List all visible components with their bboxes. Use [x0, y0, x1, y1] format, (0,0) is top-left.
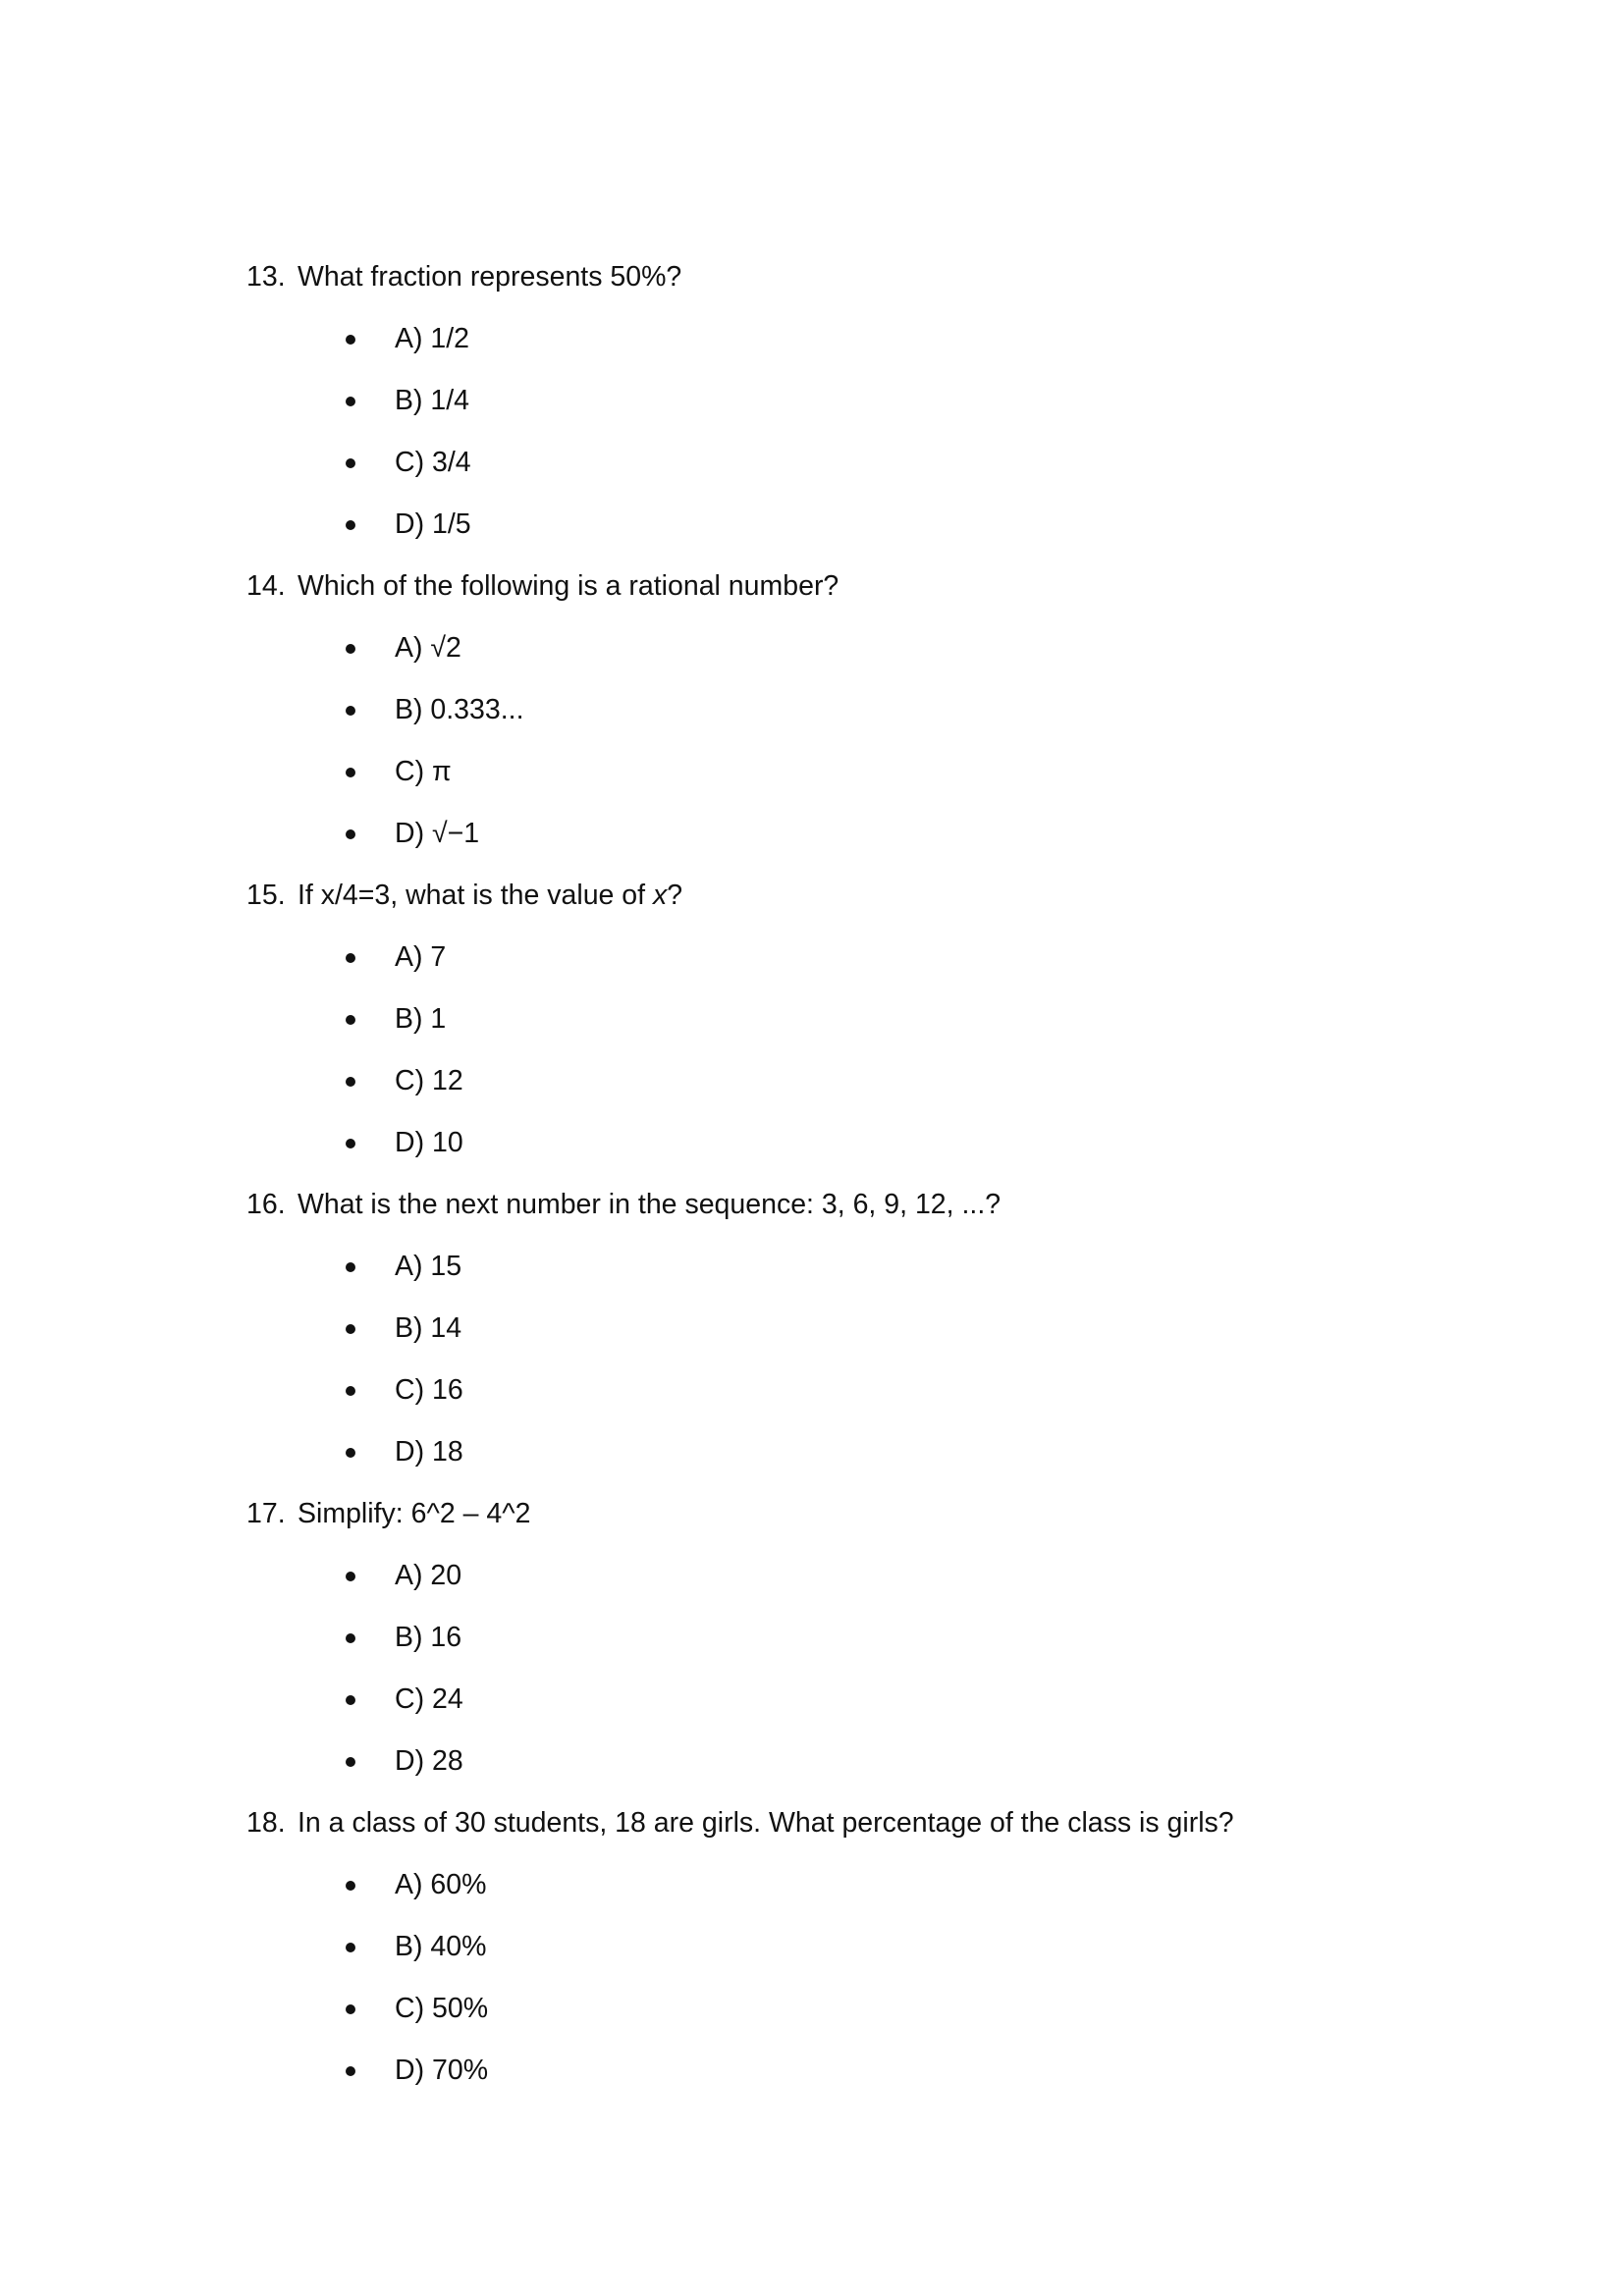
option-c: [246, 1985, 1474, 2047]
bullet-icon: [346, 768, 355, 777]
bullet-icon: [346, 1139, 355, 1148]
option-text: C) 50%: [395, 1993, 489, 2024]
bullet-icon: [346, 1448, 355, 1458]
option-d: [246, 1428, 1474, 1490]
option-text: B) 1/4: [395, 385, 470, 416]
option-text: C) π: [395, 756, 452, 787]
bullet-icon: [346, 1633, 355, 1643]
option-d: [246, 501, 1474, 562]
question-number: 15.: [246, 880, 286, 911]
bullet-icon: [346, 2004, 355, 2014]
option-text: A) 20: [395, 1560, 462, 1591]
option-text: B) 40%: [395, 1931, 487, 1962]
option-text: C) 12: [395, 1065, 463, 1096]
question-text: Simplify: 6^2 – 4^2: [298, 1498, 531, 1529]
question-text: What fraction represents 50%?: [298, 261, 682, 293]
question-number: 18.: [246, 1807, 286, 1839]
bullet-icon: [346, 1386, 355, 1396]
option-b: [246, 1614, 1474, 1676]
question-number: 14.: [246, 570, 286, 602]
option-a: [246, 1552, 1474, 1614]
option-text: D) 18: [395, 1436, 463, 1468]
question-text-end: ?: [667, 880, 683, 911]
option-d: [246, 2047, 1474, 2109]
question-stem: [246, 1181, 1474, 1243]
bullet-icon: [346, 1262, 355, 1272]
option-list: [246, 1861, 1474, 2109]
option-d: [246, 1119, 1474, 1181]
option-list: [246, 1243, 1474, 1490]
question-18: [246, 1799, 1474, 2109]
option-text: D) 1/5: [395, 508, 471, 540]
bullet-icon: [346, 1943, 355, 1952]
option-b: [246, 377, 1474, 439]
bullet-icon: [346, 1881, 355, 1891]
question-17: [246, 1490, 1474, 1799]
option-list: [246, 934, 1474, 1181]
question-list: [246, 253, 1474, 2109]
bullet-icon: [346, 1572, 355, 1581]
question-number: 16.: [246, 1189, 286, 1220]
option-b: [246, 995, 1474, 1057]
question-stem: [246, 1490, 1474, 1552]
question-stem: [246, 1799, 1474, 1861]
bullet-icon: [346, 458, 355, 468]
bullet-icon: [346, 1695, 355, 1705]
option-text: A) 7: [395, 941, 447, 973]
option-a: [246, 1861, 1474, 1923]
bullet-icon: [346, 644, 355, 654]
option-text: C) 3/4: [395, 447, 471, 478]
bullet-icon: [346, 335, 355, 345]
option-text: B) 16: [395, 1622, 462, 1653]
option-text: A) √2: [395, 632, 461, 664]
option-list: [246, 624, 1474, 872]
bullet-icon: [346, 2066, 355, 2076]
bullet-icon: [346, 953, 355, 963]
question-15: [246, 872, 1474, 1181]
option-text: B) 1: [395, 1003, 447, 1035]
bullet-icon: [346, 1757, 355, 1767]
option-text: A) 60%: [395, 1869, 487, 1900]
option-b: [246, 686, 1474, 748]
option-text: D) 10: [395, 1127, 463, 1158]
option-text: B) 0.333...: [395, 694, 524, 725]
option-a: [246, 624, 1474, 686]
question-text: [298, 872, 682, 919]
option-d: [246, 810, 1474, 872]
option-a: [246, 315, 1474, 377]
question-number: 17.: [246, 1498, 286, 1529]
option-c: [246, 439, 1474, 501]
question-number: 13.: [246, 261, 286, 293]
option-c: [246, 1057, 1474, 1119]
option-list: [246, 1552, 1474, 1799]
option-text: B) 14: [395, 1312, 462, 1344]
question-14: [246, 562, 1474, 872]
bullet-icon: [346, 397, 355, 406]
question-text: What is the next number in the sequence: 3, 6, 9, 12, ...?: [298, 1189, 1001, 1220]
option-text: C) 24: [395, 1683, 463, 1715]
question-text-start: If x/4=3, what is the value of: [298, 880, 653, 911]
option-text: D) 28: [395, 1745, 463, 1777]
option-a: [246, 1243, 1474, 1305]
option-a: [246, 934, 1474, 995]
option-text: D) √−1: [395, 818, 480, 849]
bullet-icon: [346, 706, 355, 716]
option-c: [246, 1366, 1474, 1428]
question-13: [246, 253, 1474, 562]
option-d: [246, 1737, 1474, 1799]
variable-x: x: [653, 880, 668, 911]
option-c: [246, 748, 1474, 810]
option-b: [246, 1923, 1474, 1985]
bullet-icon: [346, 1324, 355, 1334]
question-stem: [246, 562, 1474, 624]
option-text: C) 16: [395, 1374, 463, 1406]
question-stem: [246, 253, 1474, 315]
question-text: Which of the following is a rational number?: [298, 570, 839, 602]
bullet-icon: [346, 1077, 355, 1087]
bullet-icon: [346, 829, 355, 839]
bullet-icon: [346, 520, 355, 530]
question-stem: [246, 872, 1474, 934]
option-b: [246, 1305, 1474, 1366]
bullet-icon: [346, 1015, 355, 1025]
option-c: [246, 1676, 1474, 1737]
question-16: [246, 1181, 1474, 1490]
option-text: A) 1/2: [395, 323, 470, 354]
option-text: A) 15: [395, 1251, 462, 1282]
option-text: D) 70%: [395, 2055, 489, 2086]
option-list: [246, 315, 1474, 562]
question-text: In a class of 30 students, 18 are girls. What percentage of the class is girls?: [298, 1807, 1234, 1839]
